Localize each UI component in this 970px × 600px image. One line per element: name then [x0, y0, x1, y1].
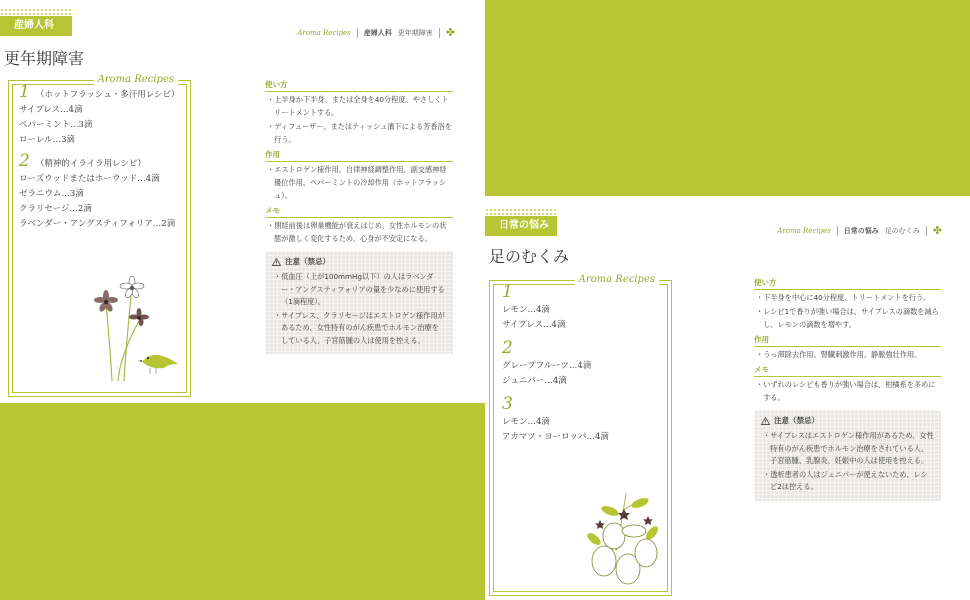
recipe-3: [502, 394, 609, 445]
category-tab: 産婦人科: [0, 16, 72, 36]
recipe-2: [502, 338, 592, 389]
warning-triangle-icon: [272, 258, 281, 266]
brand-label: Aroma Recipes: [777, 226, 831, 235]
recipe-number: 1: [19, 82, 30, 102]
caution-item: ・透析患者の人はジュニパーが使えないため、レシピ2は控える。: [763, 469, 928, 491]
usage-item: ・レシピ1で香りが強い場合は、サイプレスの滴数を減らし、レモンの滴数を増やす。: [756, 307, 939, 329]
recipe-1: [502, 282, 566, 333]
recipe-item: サイプレス…4滴: [19, 105, 83, 115]
recipe-item: アカマツ・ヨーロッパ…4滴: [502, 432, 609, 442]
divider: [926, 226, 927, 236]
recipe-number: 3: [502, 394, 513, 414]
recipe-item: ペパーミント…3滴: [19, 120, 93, 130]
page-title: 更年期障害: [4, 49, 85, 68]
recipe-subtitle: （ホットフラッシュ・多汗用レシピ）: [35, 90, 180, 100]
effect-heading: 作用: [754, 334, 941, 347]
running-topic: 足のむくみ: [884, 226, 920, 235]
effect-item: ・エストロゲン様作用、自律神経調整作用、副交感神経優位作用、ペパーミントの冷却作用（ホットフラッシュ）。: [267, 165, 447, 200]
recipe-item: ジュニパー…4滴: [502, 376, 567, 386]
memo-heading: メモ: [265, 205, 453, 218]
usage-heading: 使い方: [265, 79, 453, 92]
recipe-box: [489, 274, 672, 596]
caution-item: ・サイプレスはエストロゲン様作用があるため、女性特有のがん疾患でホルモン治療をされている人、子宮筋腫、乳腺炎、妊娠中の人は使用を控える。: [763, 431, 934, 465]
usage-heading: 使い方: [754, 277, 941, 290]
recipe-item: クラリセージ…2滴: [19, 204, 92, 214]
recipe-number: 2: [502, 338, 513, 358]
divider: [837, 226, 838, 236]
caution-heading: [761, 415, 934, 426]
usage-item: ・上半身か下半身、または全身を40分程度、やさしくトリートメントする。: [267, 95, 449, 117]
right-page: [485, 196, 970, 600]
usage-item: ・ディフューザー、またはティッシュ濱下による芳香浴を行う。: [267, 122, 452, 144]
box-label: Aroma Recipes: [575, 274, 659, 285]
cosmos-flower-bird-illustration: [84, 276, 184, 386]
running-header: [777, 224, 942, 237]
caution-item: ・低血圧（上が100mmHg以下）の人はラベンダー・アングスティフォリアの量を少なめに使用する（1滴程度）。: [274, 272, 445, 306]
caution-title: 注意（禁忌）: [774, 416, 819, 425]
recipe-1: [19, 82, 180, 148]
effect-item: ・うっ滞除去作用、腎臓刺激作用、静脈強壮作用。: [756, 350, 922, 359]
recipe-number: 1: [502, 282, 513, 302]
recipe-item: ラベンダー・アングスティフォリア…2滴: [19, 219, 176, 229]
caution-box: [265, 251, 453, 354]
left-page: [0, 0, 485, 403]
box-label: Aroma Recipes: [94, 74, 178, 85]
memo-item: ・閉経前後は卵巣機能が衰えはじめ、女性ホルモンの状態が激しく変化するため、心身が不安定になる。: [267, 221, 447, 243]
brand-label: Aroma Recipes: [297, 28, 351, 37]
recipe-number: 2: [19, 151, 30, 171]
recipe-box: [8, 74, 191, 397]
leaf-ornament-icon: ✤: [932, 224, 942, 237]
running-category: 日常の悩み: [843, 226, 879, 235]
divider: [357, 28, 358, 38]
recipe-item: レモン…4滴: [502, 417, 550, 427]
caution-title: 注意（禁忌）: [285, 257, 330, 266]
warning-triangle-icon: [761, 417, 770, 425]
recipe-item: ローレル…3滴: [19, 135, 76, 145]
divider: [439, 28, 440, 38]
recipe-item: グレープフルーツ…4滴: [502, 361, 592, 371]
recipe-item: ローズウッドまたはホーウッド…4滴: [19, 174, 160, 184]
memo-heading: メモ: [754, 364, 941, 377]
info-column: [754, 274, 941, 501]
caution-item: ・サイプレス、クラリセージはエストロゲン様作用があるため、女性特有のがん疾患でホルモン治療をしている人、子宮筋腫の人は使用を控える。: [274, 310, 445, 345]
running-category: 産婦人科: [363, 28, 392, 37]
recipe-item: ゼラニウム…3滴: [19, 189, 84, 199]
page-title: 足のむくみ: [489, 247, 570, 266]
recipe-2: [19, 151, 176, 232]
caution-heading: [272, 256, 446, 267]
caution-box: [754, 410, 941, 501]
leaf-ornament-icon: ✤: [445, 26, 455, 39]
memo-item: ・いずれのレシピも香りが強い場合は、柑橘系を多めにする。: [756, 380, 936, 402]
effect-heading: 作用: [265, 149, 453, 162]
usage-item: ・下半身を中心に40分程度、トリートメントを行う。: [756, 293, 931, 302]
recipe-subtitle: （精神的イライラ用レシピ）: [35, 159, 146, 169]
running-header: [297, 26, 455, 39]
recipe-item: サイプレス…4滴: [502, 320, 566, 330]
running-topic: 更年期障害: [397, 28, 433, 37]
info-column: [265, 76, 453, 354]
category-tab: 日常の悩み: [485, 216, 557, 236]
lemon-branch-illustration: [582, 491, 670, 591]
recipe-item: レモン…4滴: [502, 305, 550, 315]
